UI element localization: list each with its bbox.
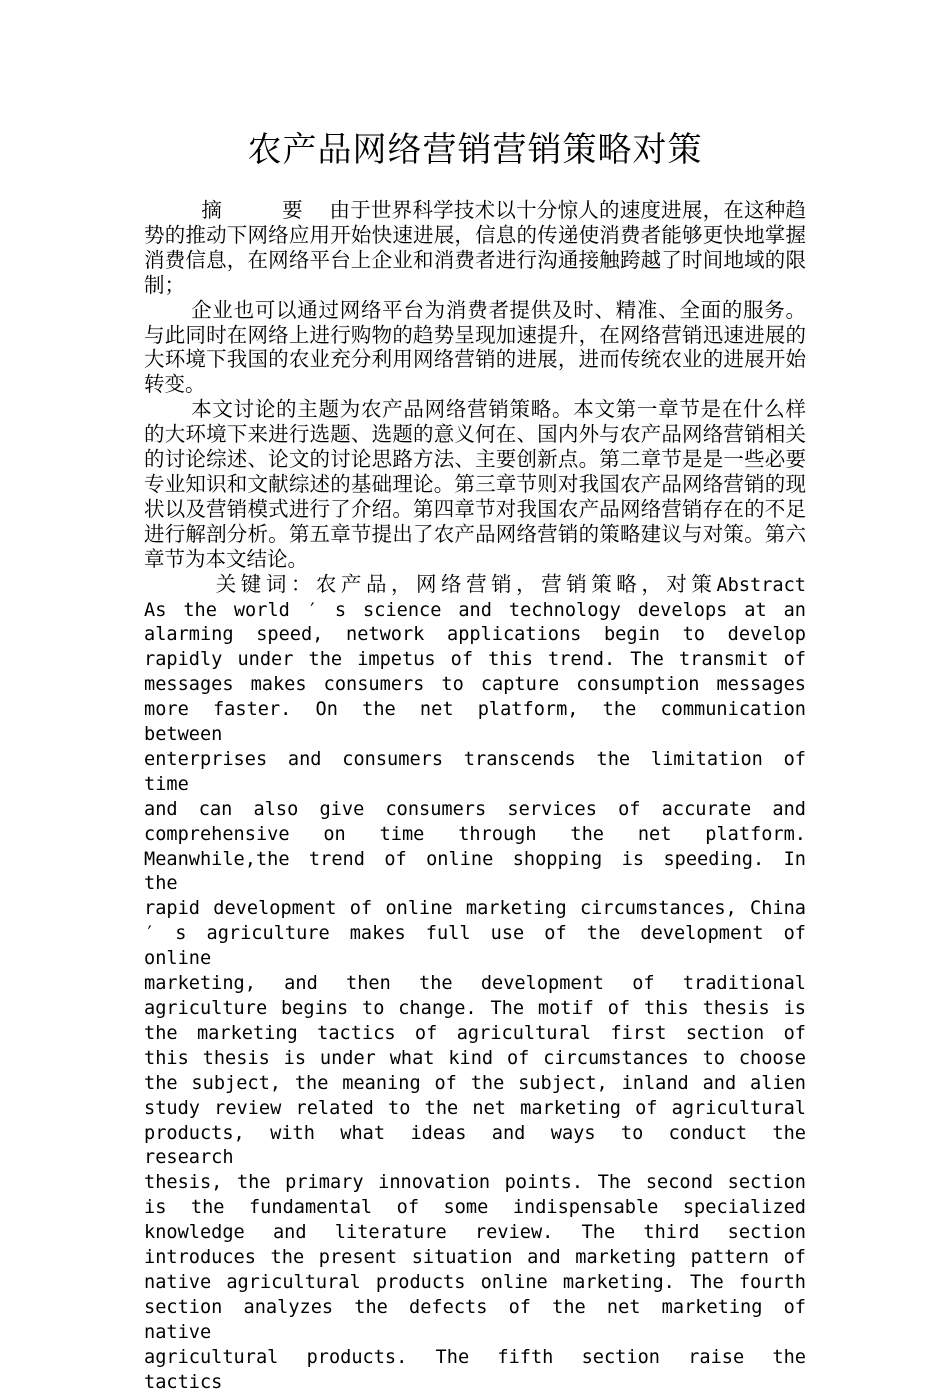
english-abstract-line: the subject, the meaning of the subject, inland and alien [144, 1072, 806, 1094]
english-abstract-line: rapidly under the impetus of this trend. The transmit of [144, 649, 806, 671]
keywords-text: 关键词：农产品，网络营销，营销策略，对策 [215, 571, 717, 596]
english-abstract-line: agriculture begins to change. The motif of this thesis is [144, 998, 806, 1019]
english-abstract-line: Meanwhile,the trend of online shopping is speeding. In the [144, 848, 806, 895]
english-abstract-line: rapid development of online marketing circumstances, China [144, 898, 806, 920]
english-abstract-line: study review related to the net marketing of agricultural [144, 1097, 806, 1119]
english-abstract-line: this thesis is under what kind of circumstances to choose [144, 1047, 806, 1069]
abstract-paragraph-1 [144, 198, 806, 298]
english-abstract-line: introduces the present situation and marketing pattern of [144, 1247, 806, 1269]
english-abstract-line: ′ s agriculture makes full use of the development of online [144, 923, 806, 970]
keywords-line [144, 572, 806, 599]
english-abstract-line: As the world ′ s science and technology develops at an [144, 599, 806, 621]
abstract-paragraph-1-text: 由于世界科学技术以十分惊人的速度进展，在这种趋势的推动下网络应用开始快速进展，信息的传递使消费者能够更快地掌握消费信息，在网络平台上企业和消费者进行沟通接触跨越了时间地域的限制； [144, 198, 807, 297]
english-abstract [144, 599, 806, 1396]
english-abstract-line: agricultural products. The fifth section raise the tactics [144, 1346, 806, 1393]
english-abstract-heading: Abstract [716, 574, 806, 596]
english-abstract-line: comprehensive on time through the net platform. [144, 823, 806, 845]
english-abstract-line: messages makes consumers to capture consumption messages [144, 674, 806, 696]
english-abstract-line: is the fundamental of some indispensable specialized [144, 1197, 806, 1219]
abstract-paragraph-3: 本文讨论的主题为农产品网络营销策略。本文第一章节是在什么样的大环境下来进行选题、选题的意义何在、国内外与农产品网络营销相关的讨论综述、论文的讨论思路方法、主要创新点。第二章节是是一些必要专业知识和文献综述的基础理论。第三章节则对我国农产品网络营销的现状以及营销模式进行了介绍。第四章节对我国农产品网络营销存在的不足进行解剖分析。第五章节提出了农产品网络营销的策略建议与对策。第六章节为本文结论。 [144, 397, 806, 571]
english-abstract-line: the marketing tactics of agricultural first section of [144, 1022, 806, 1044]
english-abstract-line: enterprises and consumers transcends the limitation of time [144, 748, 806, 795]
english-abstract-line: thesis, the primary innovation points. The second section [144, 1172, 806, 1194]
english-abstract-line: more faster. On the net platform, the communication between [144, 699, 806, 746]
english-abstract-line: marketing, and then the development of traditional [144, 973, 806, 995]
english-abstract-line: alarming speed, network applications begin to develop [144, 624, 806, 646]
english-abstract-line: section analyzes the defects of the net marketing of native [144, 1296, 806, 1343]
abstract-paragraph-2: 企业也可以通过网络平台为消费者提供及时、精准、全面的服务。与此同时在网络上进行购物的趋势呈现加速提升，在网络营销迅速进展的大环境下我国的农业充分利用网络营销的进展，进而传统农业的进展开始转变。 [144, 297, 806, 397]
english-abstract-line: and can also give consumers services of accurate and [144, 798, 806, 820]
abstract-label: 摘 要 [201, 198, 330, 222]
document-title: 农产品网络营销营销策略对策 [247, 130, 703, 170]
english-abstract-line: products, with what ideas and ways to conduct the research [144, 1122, 806, 1169]
english-abstract-line: knowledge and literature review. The third section [144, 1222, 806, 1244]
document-body [144, 198, 806, 1396]
english-abstract-line: native agricultural products online marketing. The fourth [144, 1271, 806, 1293]
